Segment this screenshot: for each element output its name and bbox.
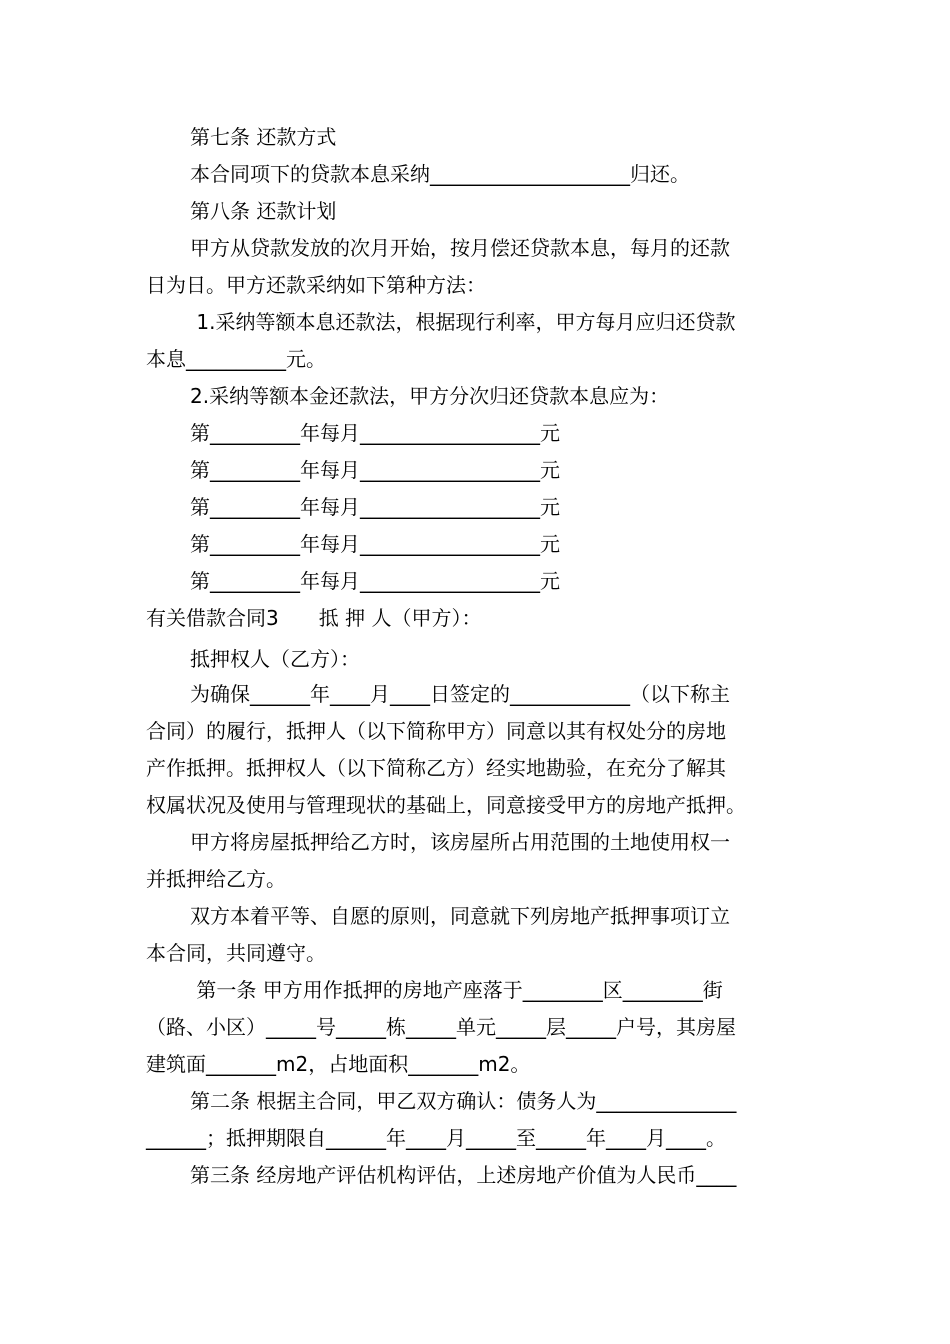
article-7-heading: 第七条 还款方式: [190, 125, 337, 149]
text-line: 并抵押给乙方。: [146, 867, 286, 891]
text-line: 双方本着平等、自愿的原则，同意就下列房地产抵押事项订立: [190, 904, 730, 928]
article-1-line: 第一条 甲方用作抵押的房地产座落于________区________街: [190, 978, 723, 1002]
text-line: 产作抵押。抵押权人（以下简称乙方）经实地勘验，在充分了解其: [146, 756, 726, 780]
text-line: 为确保______年____月____日签定的____________（以下称主: [190, 682, 730, 706]
text-line: 本息__________元。: [146, 347, 326, 371]
text-line: 合同）的履行，抵押人（以下简称甲方）同意以其有权处分的房地: [146, 719, 726, 743]
text-line: ______；抵押期限自______年____月_____至_____年____月____。: [146, 1126, 726, 1150]
schedule-line: 第_________年每月__________________元: [190, 421, 560, 445]
text-line: 甲方从贷款发放的次月开始，按月偿还贷款本息，每月的还款: [190, 236, 730, 260]
text-line: 本合同，共同遵守。: [146, 941, 326, 965]
text-line: 甲方将房屋抵押给乙方时，该房屋所占用范围的土地使用权一: [190, 830, 730, 854]
article-8-heading: 第八条 还款计划: [190, 199, 337, 223]
article-3-line: 第三条 经房地产评估机构评估，上述房地产价值为人民币____: [190, 1163, 737, 1187]
text-line: 抵押权人（乙方）：: [190, 647, 360, 671]
text-line: 1.采纳等额本息还款法，根据现行利率，甲方每月应归还贷款: [190, 310, 736, 334]
text-line: 权属状况及使用与管理现状的基础上，同意接受甲方的房地产抵押。: [146, 793, 746, 817]
schedule-line: 第_________年每月__________________元: [190, 458, 560, 482]
schedule-line: 第_________年每月__________________元: [190, 532, 560, 556]
schedule-line: 第_________年每月__________________元: [190, 569, 560, 593]
text-line: （路、小区）_____号_____栋_____单元_____层_____户号，其房屋: [146, 1015, 736, 1039]
text-line: 日为日。甲方还款采纳如下第种方法：: [146, 273, 486, 297]
text-line: 建筑面_______m2，占地面积_______m2。: [146, 1052, 531, 1076]
contract-3-heading: 有关借款合同3 抵 押 人（甲方）：: [146, 606, 482, 630]
text-line: 本合同项下的贷款本息采纳____________________归还。: [190, 162, 690, 186]
text-line: 2.采纳等额本金还款法，甲方分次归还贷款本息应为：: [190, 384, 670, 408]
schedule-line: 第_________年每月__________________元: [190, 495, 560, 519]
article-2-line: 第二条 根据主合同，甲乙双方确认：债务人为______________: [190, 1089, 737, 1113]
